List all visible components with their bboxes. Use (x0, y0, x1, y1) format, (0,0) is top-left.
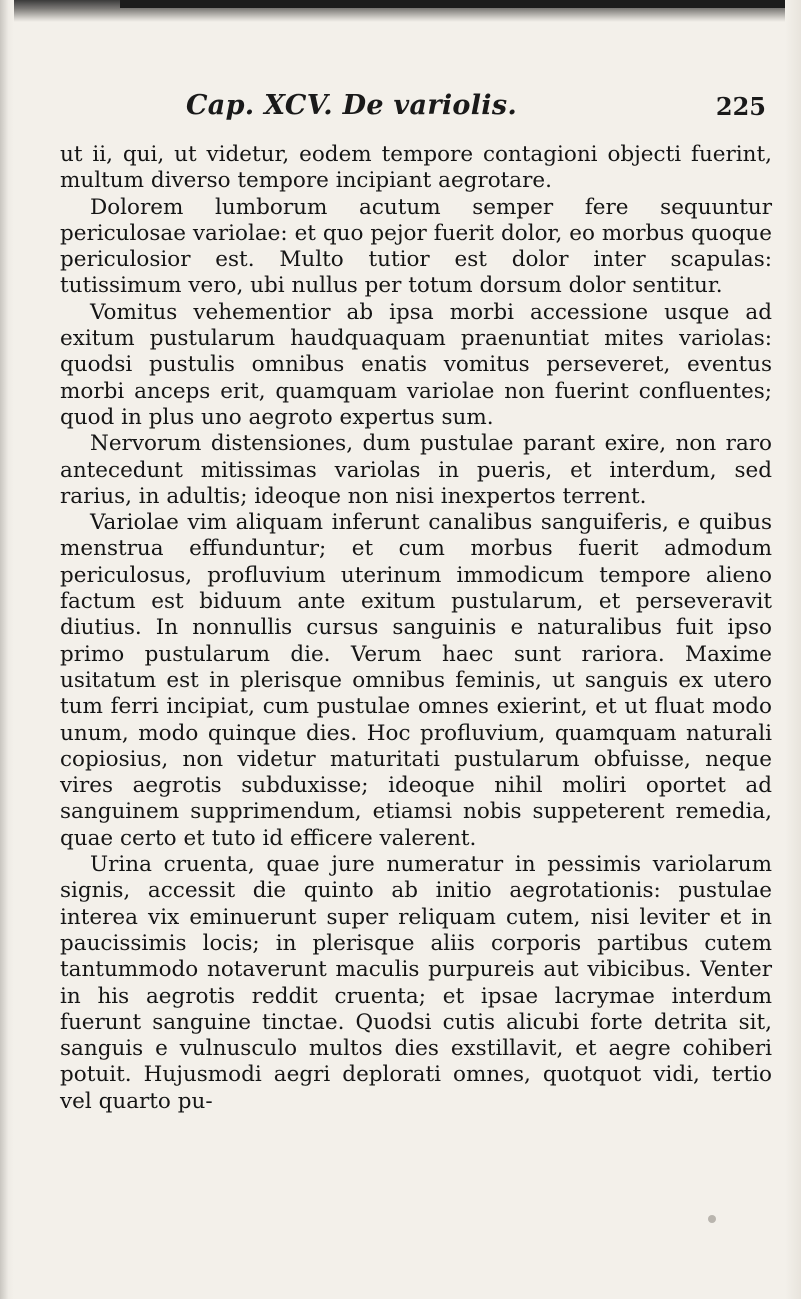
page-header (186, 90, 766, 130)
running-title: Cap. XCV. De variolis. (186, 90, 518, 121)
page-number: 225 (715, 92, 766, 121)
paragraph: Nervorum distensiones, dum pustulae parant exire, non raro antecedunt mitissimas variolas in pueris, et interdum, sed rarius, in adultis; ideoque non nisi inexpertos terrent. (60, 431, 772, 509)
body-text (60, 142, 772, 1115)
paragraph: Variolae vim aliquam inferunt canalibus sanguiferis, e quibus menstrua effunduntur; et cum morbus fuerit admodum periculosus, profluvium uterinum immodicum tempore alieno factum est biduum ante exitum pustularum, et perseveravit diutius. In nonnullis cursus sanguinis e naturalibus fuit ipso primo pustularum die. Verum haec sunt rariora. Maxime usitatum est in plerisque omnibus feminis, ut sanguis ex utero tum ferri incipiat, cum pustulae omnes exierint, et ut fluat modo unum, modo quinque dies. Hoc profluvium, quamquam naturali copiosius, non videtur maturitati pustularum obfuisse, neque vires aegrotis subduxisse; ideoque nihil moliri oportet ad sanguinem supprimendum, etiamsi nobis suppeterent remedia, quae certo et tuto id efficere valerent. (60, 510, 772, 851)
scan-dark-edge (120, 0, 801, 8)
scan-edge-left (0, 0, 14, 1299)
scan-edge-right (785, 0, 801, 1299)
paragraph: Urina cruenta, quae jure numeratur in pessimis variolarum signis, accessit die quinto ab initio aegrotationis: pustulae interea vix eminuerunt super reliquam cutem, nisi leviter et in paucissimis locis; in plerisque aliis corporis partibus cutem tantummodo notaverunt maculis purpureis aut vibicibus. Venter in his aegrotis reddit cruenta; et ipsae lacrymae interdum fuerunt sanguine tinctae. Quodsi cutis alicubi forte detrita sit, sanguis e vulnusculo multos dies exstillavit, et aegre cohiberi potuit. Hujusmodi aegri deplorati omnes, quotquot vidi, tertio vel quarto pu- (60, 852, 772, 1114)
paragraph: Vomitus vehementior ab ipsa morbi accessione usque ad exitum pustularum haudquaquam praenuntiat mites variolas: quodsi pustulis omnibus enatis vomitus perseveret, eventus morbi anceps erit, quamquam variolae non fuerint confluentes; quod in plus uno aegroto expertus sum. (60, 299, 772, 430)
paragraph: Dolorem lumborum acutum semper fere sequuntur periculosae variolae: et quo pejor fuerit dolor, eo morbus quoque periculosior est. Multo tutior est dolor inter scapulas: tutissimum vero, ubi nullus per totum dorsum dolor sentitur. (60, 194, 772, 299)
paragraph: ut ii, qui, ut videtur, eodem tempore contagioni objecti fuerint, multum diverso tempore incipiant aegrotare. (60, 142, 772, 194)
ink-spot (708, 1215, 716, 1223)
